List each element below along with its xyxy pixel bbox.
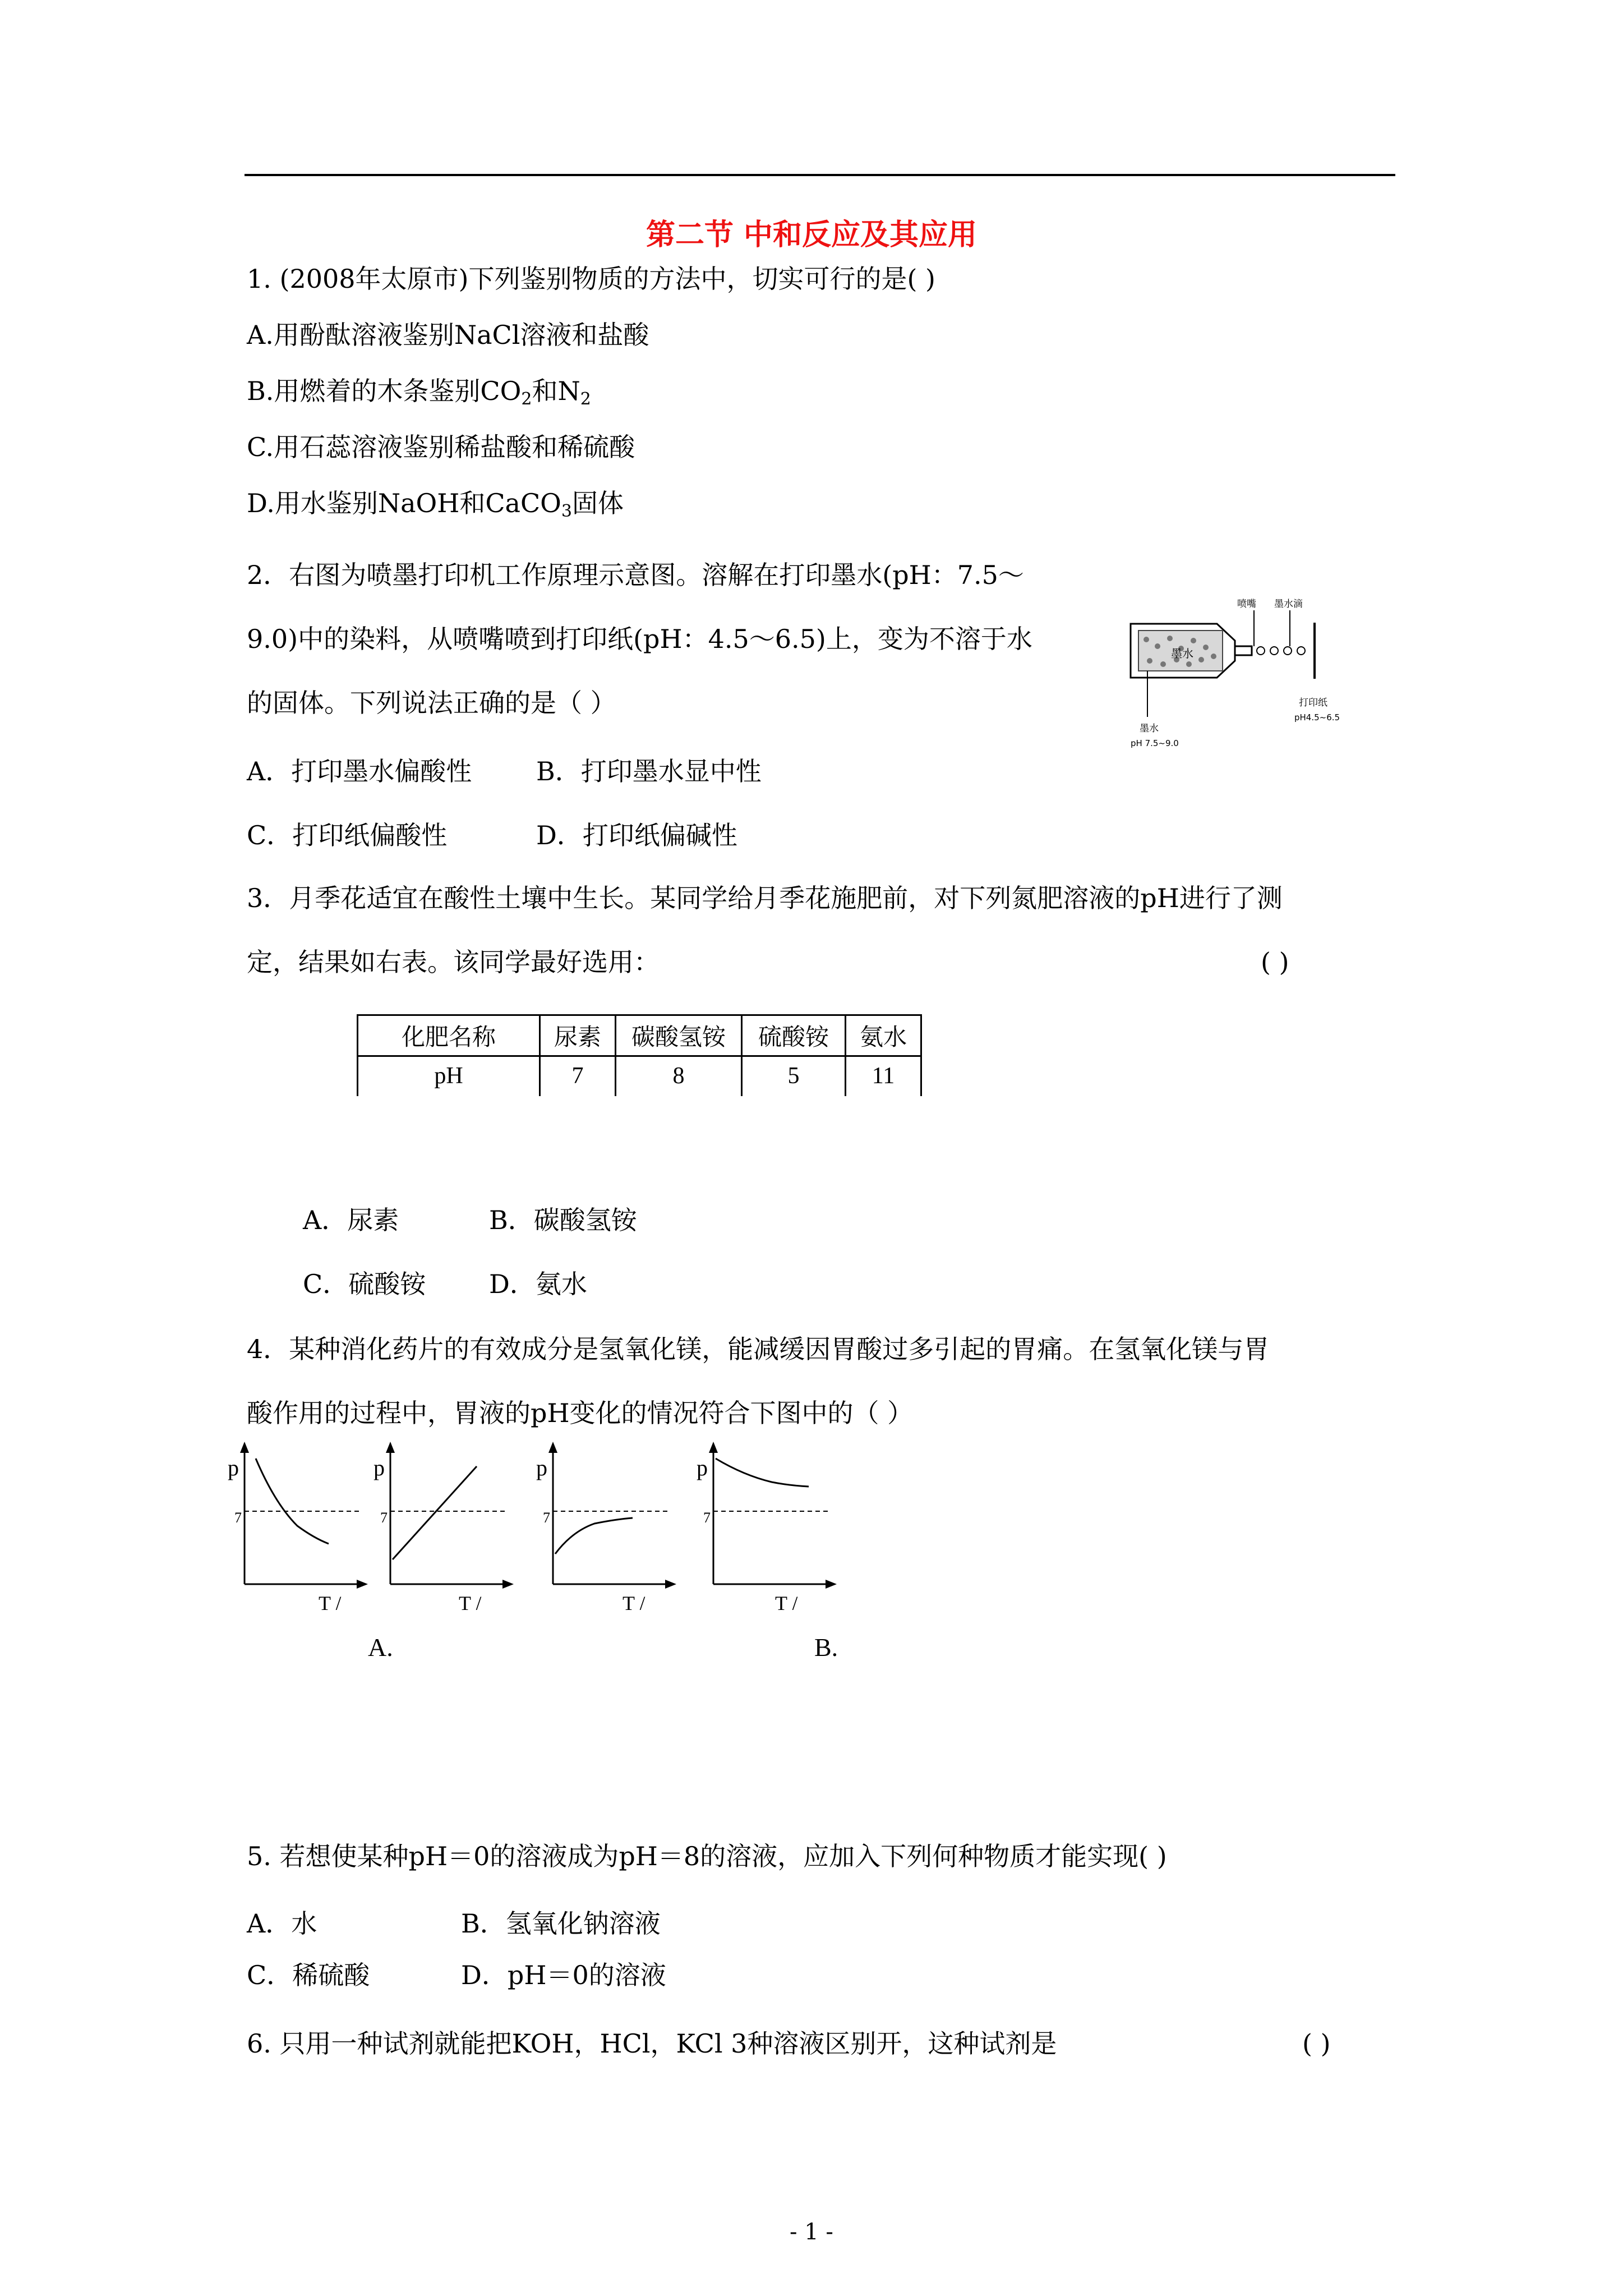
q1-option-c: C.用石蕊溶液鉴别稀盐酸和稀硫酸 xyxy=(247,432,635,462)
q2-line-2: 9.0)中的染料，从喷嘴喷到打印纸(pH：4.5～6.5)上，变为不溶于水 xyxy=(247,624,1032,654)
q3-option-d: D．氨水 xyxy=(489,1269,587,1299)
graph-label-b: B. xyxy=(814,1633,838,1662)
ink-label: 墨水 xyxy=(1140,723,1159,734)
table-header-cell: 尿素 xyxy=(540,1015,616,1056)
graph-tick-label: 7 xyxy=(234,1510,242,1526)
graph-y-label: p xyxy=(697,1455,708,1480)
table-row xyxy=(358,1056,921,1097)
ph-graph-2 xyxy=(370,1442,516,1610)
paper-ph-label: pH4.5~6.5 xyxy=(1294,712,1340,723)
ink-inside-label: 墨水 xyxy=(1171,647,1193,660)
graph-x-label: T / xyxy=(459,1592,482,1610)
graph-tick-label: 7 xyxy=(703,1510,711,1526)
q5-option-c: C．稀硫酸 xyxy=(247,1960,370,1990)
ink-ph-label: pH 7.5~9.0 xyxy=(1131,738,1179,748)
table-header-cell: 硫酸铵 xyxy=(742,1015,846,1056)
ph-graph-1 xyxy=(224,1442,370,1610)
q2-option-a: A．打印墨水偏酸性 xyxy=(247,756,472,786)
q2-line-1: 2．右图为喷墨打印机工作原理示意图。溶解在打印墨水(pH：7.5～ xyxy=(247,560,1024,590)
q6-stem: 6. 只用一种试剂就能把KOH，HCl，KCl 3种溶液区别开，这种试剂是 xyxy=(247,2028,1057,2059)
q3-option-a: A．尿素 xyxy=(303,1205,399,1235)
q2-option-c: C．打印纸偏酸性 xyxy=(247,820,448,850)
q2-line-3: 的固体。下列说法正确的是（ ） xyxy=(247,688,616,718)
page-number: - 1 - xyxy=(790,2219,833,2245)
graph-x-label: T / xyxy=(775,1592,798,1610)
inkjet-diagram xyxy=(1127,595,1346,763)
q1-stem: 1. (2008年太原市)下列鉴别物质的方法中，切实可行的是( ) xyxy=(247,264,935,294)
q2-option-b: B．打印墨水显中性 xyxy=(536,756,762,786)
graph-tick-label: 7 xyxy=(543,1510,550,1526)
q1-option-d: D.用水鉴别NaOH和CaCO$_3$固体 xyxy=(247,488,624,521)
table-cell: 7 xyxy=(540,1056,616,1097)
q5-option-d: D．pH＝0的溶液 xyxy=(461,1960,666,1990)
fertilizer-ph-table xyxy=(357,1014,922,1096)
q6-answer-paren: ( ) xyxy=(1302,2028,1331,2059)
graph-y-label: p xyxy=(228,1455,239,1480)
paper-label: 打印纸 xyxy=(1299,697,1327,708)
table-cell: 8 xyxy=(616,1056,742,1097)
q4-line-2: 酸作用的过程中，胃液的pH变化的情况符合下图中的（ ） xyxy=(247,1398,914,1428)
table-header-cell: 氨水 xyxy=(846,1015,921,1056)
q2-option-d: D．打印纸偏碱性 xyxy=(536,820,737,850)
q3-line-2: 定，结果如右表。该同学最好选用： xyxy=(247,947,660,977)
ink-drops xyxy=(1257,647,1305,655)
page-title: 第二节 中和反应及其应用 xyxy=(645,218,978,252)
q1-option-a: A.用酚酞溶液鉴别NaCl溶液和盐酸 xyxy=(247,320,649,350)
table-header-row xyxy=(358,1015,921,1056)
q5-option-b: B．氢氧化钠溶液 xyxy=(461,1908,661,1939)
table-cell: pH xyxy=(358,1056,540,1097)
graph-tick-label: 7 xyxy=(380,1510,388,1526)
table-cell: 5 xyxy=(742,1056,846,1097)
graph-x-label: T / xyxy=(623,1592,645,1610)
ink-drop-label: 墨水滴 xyxy=(1274,599,1303,610)
ph-graph-4 xyxy=(693,1442,839,1610)
q1-option-b: B.用燃着的木条鉴别$CO_2$和$N_2$ xyxy=(247,376,591,409)
nozzle-label: 喷嘴 xyxy=(1237,599,1256,610)
q3-answer-paren: ( ) xyxy=(1261,947,1289,977)
q4-line-1: 4．某种消化药片的有效成分是氢氧化镁，能减缓因胃酸过多引起的胃痛。在氢氧化镁与胃 xyxy=(247,1334,1270,1364)
q3-option-b: B．碳酸氢铵 xyxy=(489,1205,637,1235)
q5-stem: 5. 若想使某种pH＝0的溶液成为pH＝8的溶液，应加入下列何种物质才能实现( ) xyxy=(247,1841,1167,1871)
graph-label-a: A. xyxy=(368,1633,393,1662)
table-cell: 11 xyxy=(846,1056,921,1097)
graph-y-label: p xyxy=(536,1455,547,1480)
q5-option-a: A．水 xyxy=(247,1908,317,1939)
q3-line-1: 3．月季花适宜在酸性土壤中生长。某同学给月季花施肥前，对下列氮肥溶液的pH进行了测 xyxy=(247,883,1283,913)
ph-graph-3 xyxy=(533,1442,679,1610)
table-header-cell: 化肥名称 xyxy=(358,1015,540,1056)
q3-option-c: C．硫酸铵 xyxy=(303,1269,426,1299)
graph-x-label: T / xyxy=(319,1592,342,1610)
graph-y-label: p xyxy=(374,1455,385,1480)
table-header-cell: 碳酸氢铵 xyxy=(616,1015,742,1056)
header-rule xyxy=(245,174,1395,176)
